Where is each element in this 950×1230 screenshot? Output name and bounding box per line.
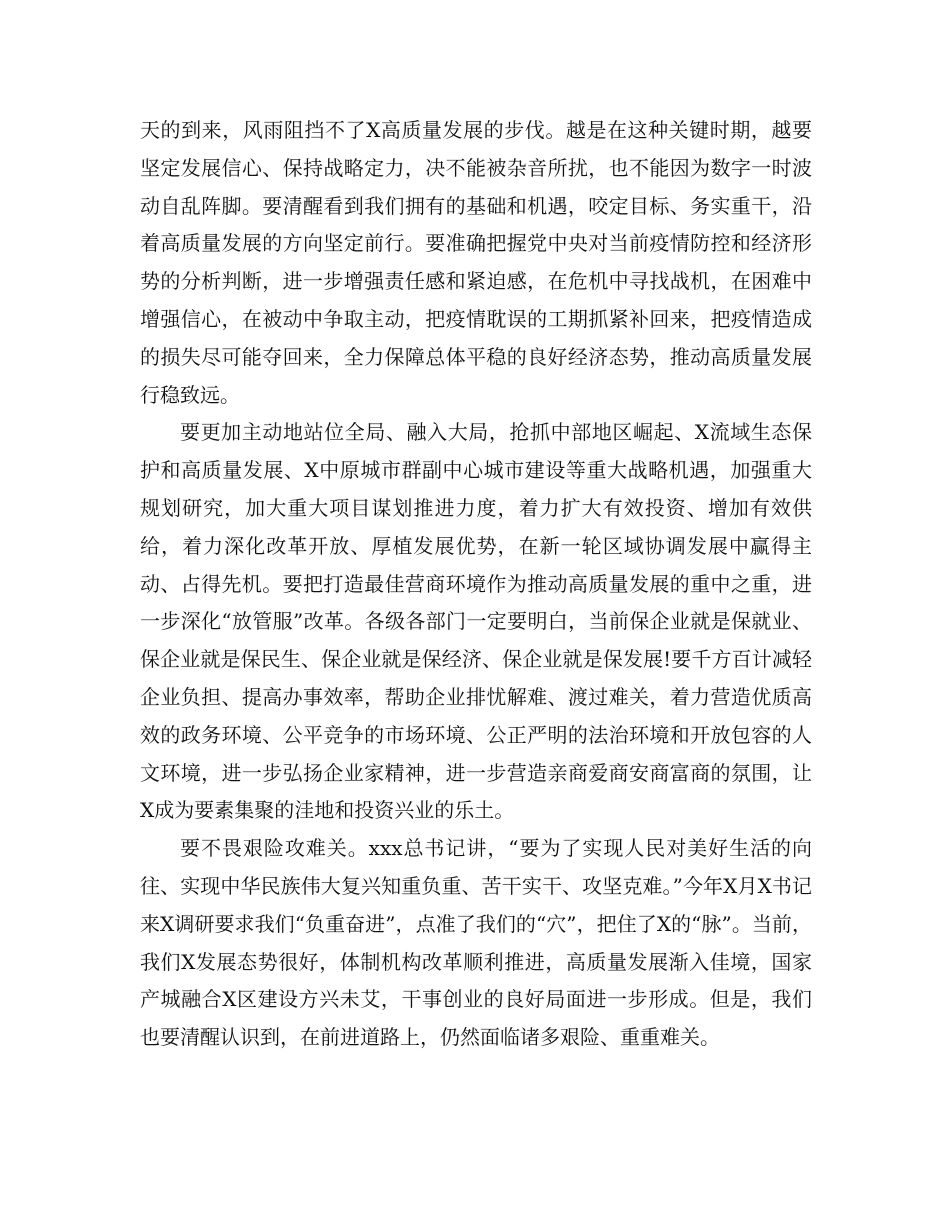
paragraph-2: 要更加主动地站位全局、融入大局，抢抓中部地区崛起、X流域生态保护和高质量发展、X中原城市群副中心城市建设等重大战略机遇，加强重大规划研究，加大重大项目谋划推进力度，着力扩大有效投资、增加有效供给，着力深化改革开放、厚植发展优势，在新一轮区域协调发展中赢得主动、占得先机。要把打造最佳营商环境作为推动高质量发展的重中之重，进一步深化“放管服”改革。各级各部门一定要明白，当前保企业就是保就业、保企业就是保民生、保企业就是保经济、保企业就是保发展!要千方百计减轻企业负担、提高办事效率，帮助企业排忧解难、渡过难关，着力营造优质高效的政务环境、公平竞争的市场环境、公正严明的法治环境和开放包容的人文环境，进一步弘扬企业家精神，进一步营造亲商爱商安商富商的氛围，让X成为要素集聚的洼地和投资兴业的乐土。 [140, 420, 812, 823]
paragraph-1: 天的到来，风雨阻挡不了X高质量发展的步伐。越是在这种关键时期，越要坚定发展信心、保持战略定力，决不能被杂音所扰，也不能因为数字一时波动自乱阵脚。要清醒看到我们拥有的基础和机遇，咬定目标、务实重干，沿着高质量发展的方向坚定前行。要准确把握党中央对当前疫情防控和经济形势的分析判断，进一步增强责任感和紧迫感，在危机中寻找战机，在困难中增强信心，在被动中争取主动，把疫情耽误的工期抓紧补回来，把疫情造成的损失尽可能夺回来，全力保障总体平稳的良好经济态势，推动高质量发展行稳致远。 [140, 118, 812, 407]
paragraph-3: 要不畏艰险攻难关。xxx总书记讲，“要为了实现人民对美好生活的向往、实现中华民族伟大复兴知重负重、苦干实干、攻坚克难。”今年X月X书记来X调研要求我们“负重奋进”，点准了我们的“穴”，把住了X的“脉”。当前，我们X发展态势很好，体制机构改革顺利推进，高质量发展渐入佳境，国家产城融合X区建设方兴未艾，干事创业的良好局面进一步形成。但是，我们也要清醒认识到，在前进道路上，仍然面临诸多艰险、重重难关。 [140, 836, 812, 1050]
document-body [140, 112, 812, 1057]
